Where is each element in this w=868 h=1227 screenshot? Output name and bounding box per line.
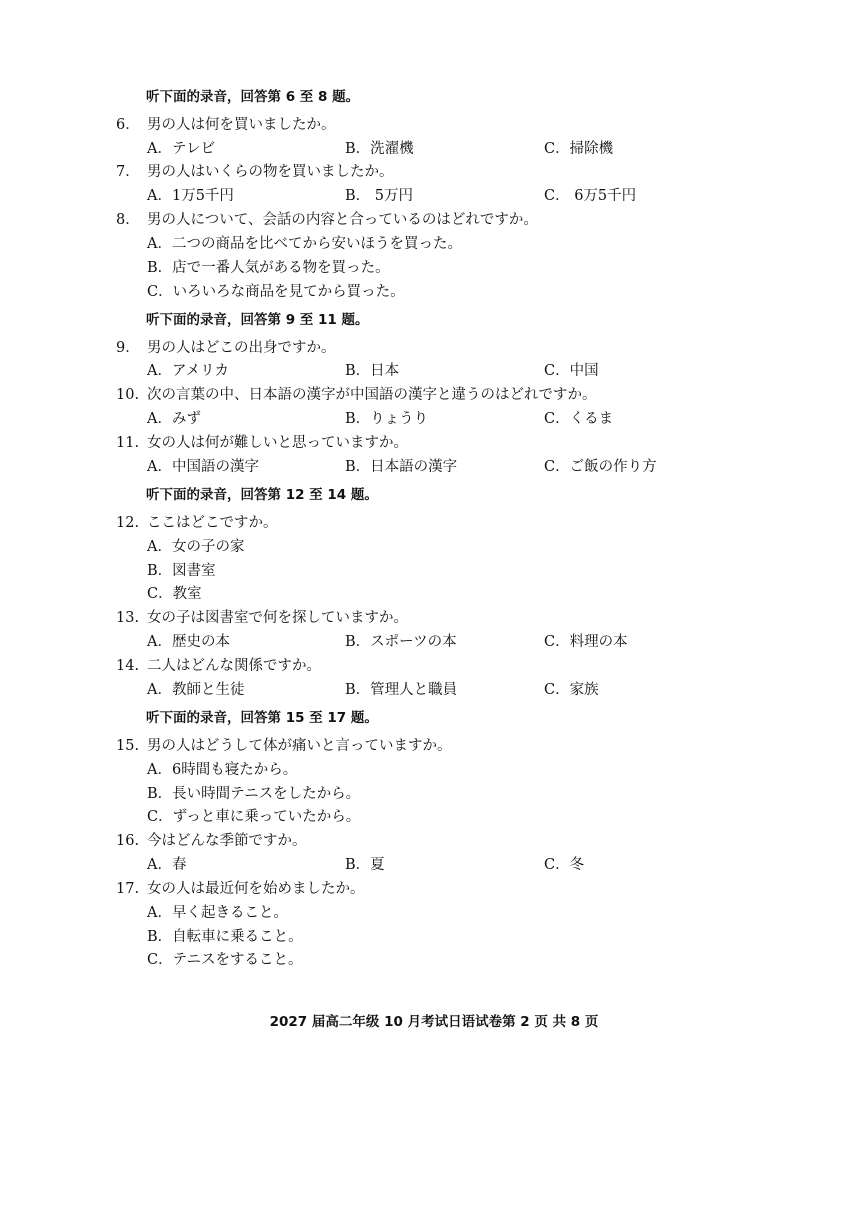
option-a: A．春 [147, 857, 187, 873]
option-a: A．アメリカ [147, 363, 229, 379]
option-c: C．テニスをすること。 [147, 952, 303, 968]
question-text: ここはどこですか。 [147, 515, 278, 531]
option-b: B．日本 [345, 363, 400, 379]
option-c: C．冬 [544, 857, 585, 873]
option-c: C． 6万5千円 [544, 188, 637, 204]
question-number: 14. [116, 658, 140, 674]
option-b: B．自転車に乗ること。 [147, 929, 303, 945]
question-text: 女の子は図書室で何を探していますか。 [147, 610, 408, 626]
option-c: C．ずっと車に乗っていたから。 [147, 809, 361, 825]
question-number: 17. [116, 881, 140, 897]
option-b: B．夏 [345, 857, 385, 873]
option-b: B．洗濯機 [345, 141, 414, 157]
page-footer: 2027 届高二年级 10 月考试日语试卷第 2 页 共 8 页 [269, 1014, 599, 1030]
section-instruction-15-17: 听下面的录音，回答第 15 至 17 题。 [146, 710, 378, 726]
section-instruction-9-11: 听下面的录音，回答第 9 至 11 题。 [146, 312, 369, 328]
question-text: 男の人はどこの出身ですか。 [147, 340, 336, 356]
option-a: A．みず [147, 411, 201, 427]
question-number: 10. [116, 387, 140, 403]
question-text: 男の人について、会話の内容と合っているのはどれですか。 [147, 212, 538, 228]
question-text: 次の言葉の中、日本語の漢字が中国語の漢字と違うのはどれですか。 [147, 387, 597, 403]
option-c: C．料理の本 [544, 634, 628, 650]
option-b: B．図書室 [147, 563, 216, 579]
option-a: A．中国語の漢字 [147, 459, 259, 475]
question-number: 6． [116, 117, 140, 133]
option-a: A．二つの商品を比べてから安いほうを買った。 [147, 236, 462, 252]
section-instruction-12-14: 听下面的录音，回答第 12 至 14 题。 [146, 487, 378, 503]
question-text: 女の人は最近何を始めましたか。 [147, 881, 365, 897]
question-number: 15. [116, 738, 140, 754]
option-b: B．管理人と職員 [345, 682, 458, 698]
question-text: 女の人は何が難しいと思っていますか。 [147, 435, 408, 451]
option-b: B．りょうり [345, 411, 429, 427]
option-a: A．6時間も寝たから。 [147, 762, 298, 778]
question-number: 13. [116, 610, 140, 626]
option-c: C．いろいろな商品を見てから買った。 [147, 284, 405, 300]
option-b: B．店で一番人気がある物を買った。 [147, 260, 390, 276]
option-a: A．1万5千円 [147, 188, 234, 204]
question-text: 二人はどんな関係ですか。 [147, 658, 321, 674]
option-b: B．スポーツの本 [345, 634, 457, 650]
question-text: 男の人はいくらの物を買いましたか。 [147, 164, 394, 180]
question-number: 12. [116, 515, 140, 531]
option-b: B． 5万円 [345, 188, 413, 204]
question-number: 9． [116, 340, 140, 356]
question-text: 男の人はどうして体が痛いと言っていますか。 [147, 738, 452, 754]
question-text: 男の人は何を買いましたか。 [147, 117, 336, 133]
option-c: C．くるま [544, 411, 614, 427]
section-instruction-6-8: 听下面的录音，回答第 6 至 8 题。 [146, 89, 360, 105]
option-c: C．中国 [544, 363, 599, 379]
option-c: C．家族 [544, 682, 599, 698]
question-number: 11. [116, 435, 140, 451]
question-number: 16. [116, 833, 140, 849]
question-text: 今はどんな季節ですか。 [147, 833, 307, 849]
option-a: A．テレビ [147, 141, 216, 157]
question-number: 7． [116, 164, 140, 180]
option-a: A．早く起きること。 [147, 905, 288, 921]
option-a: A．歴史の本 [147, 634, 230, 650]
option-c: C．教室 [147, 586, 202, 602]
option-a: A．女の子の家 [147, 539, 245, 555]
option-b: B．長い時間テニスをしたから。 [147, 786, 361, 802]
option-c: C．掃除機 [544, 141, 614, 157]
question-number: 8． [116, 212, 140, 228]
option-a: A．教師と生徒 [147, 682, 245, 698]
option-c: C．ご飯の作り方 [544, 459, 657, 475]
option-b: B．日本語の漢字 [345, 459, 458, 475]
